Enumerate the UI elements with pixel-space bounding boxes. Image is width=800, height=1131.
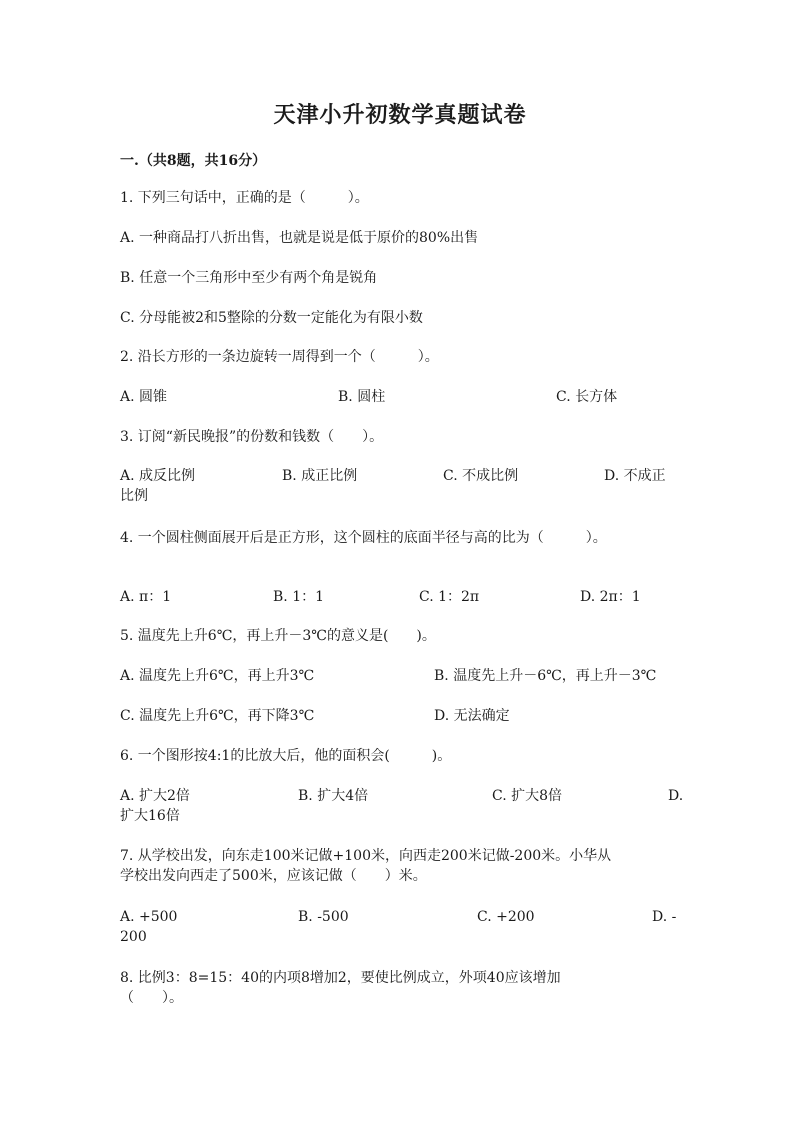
answer-option[interactable]: A. +500 xyxy=(120,909,178,925)
answer-option[interactable]: B. 温度先上升－6℃，再上升－3℃ xyxy=(434,668,657,684)
answer-option[interactable]: C. 长方体 xyxy=(556,389,618,405)
question-stem: 2. 沿长方形的一条边旋转一周得到一个（ ）。 xyxy=(120,349,439,365)
answer-option[interactable]: A. 成反比例 xyxy=(120,468,196,484)
answer-option[interactable]: A. 一种商品打八折出售，也就是说是低于原价的80%出售 xyxy=(120,230,479,246)
answer-option[interactable]: A. 扩大2倍 xyxy=(120,788,190,804)
answer-option[interactable]: A. 圆锥 xyxy=(120,389,168,405)
answer-option[interactable]: C. 1：2π xyxy=(419,589,480,605)
answer-option[interactable]: B. -500 xyxy=(298,909,349,925)
answer-option[interactable]: B. 成正比例 xyxy=(282,468,358,484)
question-stem: 8. 比例3：8=15：40的内项8增加2，要使比例成立，外项40应该增加 xyxy=(120,970,561,986)
answer-option[interactable]: C. 温度先上升6℃，再下降3℃ xyxy=(120,708,315,724)
question-stem: 4. 一个圆柱侧面展开后是正方形，这个圆柱的底面半径与高的比为（ ）。 xyxy=(120,530,607,546)
question-stem: 6. 一个图形按4:1的比放大后，他的面积会( )。 xyxy=(120,748,452,764)
question-stem-continued: （ ）。 xyxy=(120,990,183,1006)
answer-option[interactable]: D. - xyxy=(652,909,677,925)
answer-option[interactable]: C. 不成比例 xyxy=(443,468,519,484)
question-stem: 7. 从学校出发，向东走100米记做+100米，向西走200米记做-200米。小华从 xyxy=(120,848,612,864)
answer-option[interactable]: B. 1：1 xyxy=(273,589,325,605)
section-heading: 一.（共8题，共16分） xyxy=(120,153,267,169)
question-stem: 1. 下列三句话中，正确的是（ ）。 xyxy=(120,190,369,206)
answer-option[interactable]: B. 圆柱 xyxy=(338,389,386,405)
answer-option[interactable]: B. 扩大4倍 xyxy=(298,788,369,804)
option-wrap-text: 比例 xyxy=(120,488,148,504)
answer-option[interactable]: C. +200 xyxy=(477,909,535,925)
answer-option[interactable]: D. 2π：1 xyxy=(580,589,641,605)
answer-option[interactable]: C. 扩大8倍 xyxy=(492,788,563,804)
option-wrap-text: 扩大16倍 xyxy=(120,808,180,824)
answer-option[interactable]: C. 分母能被2和5整除的分数一定能化为有限小数 xyxy=(120,310,423,326)
answer-option[interactable]: A. π：1 xyxy=(120,589,172,605)
answer-option[interactable]: D. 无法确定 xyxy=(434,708,510,724)
page-title: 天津小升初数学真题试卷 xyxy=(273,102,527,128)
question-stem: 3. 订阅“新民晚报”的份数和钱数（ ）。 xyxy=(120,429,384,445)
answer-option[interactable]: A. 温度先上升6℃，再上升3℃ xyxy=(120,668,315,684)
option-wrap-text: 200 xyxy=(120,929,147,945)
answer-option[interactable]: D. 不成正 xyxy=(604,468,666,484)
answer-option[interactable]: B. 任意一个三角形中至少有两个角是锐角 xyxy=(120,270,378,286)
question-stem-continued: 学校出发向西走了500米，应该记做（ ）米。 xyxy=(120,868,427,884)
question-stem: 5. 温度先上升6℃，再上升－3℃的意义是( )。 xyxy=(120,628,436,644)
answer-option[interactable]: D. xyxy=(668,788,684,804)
